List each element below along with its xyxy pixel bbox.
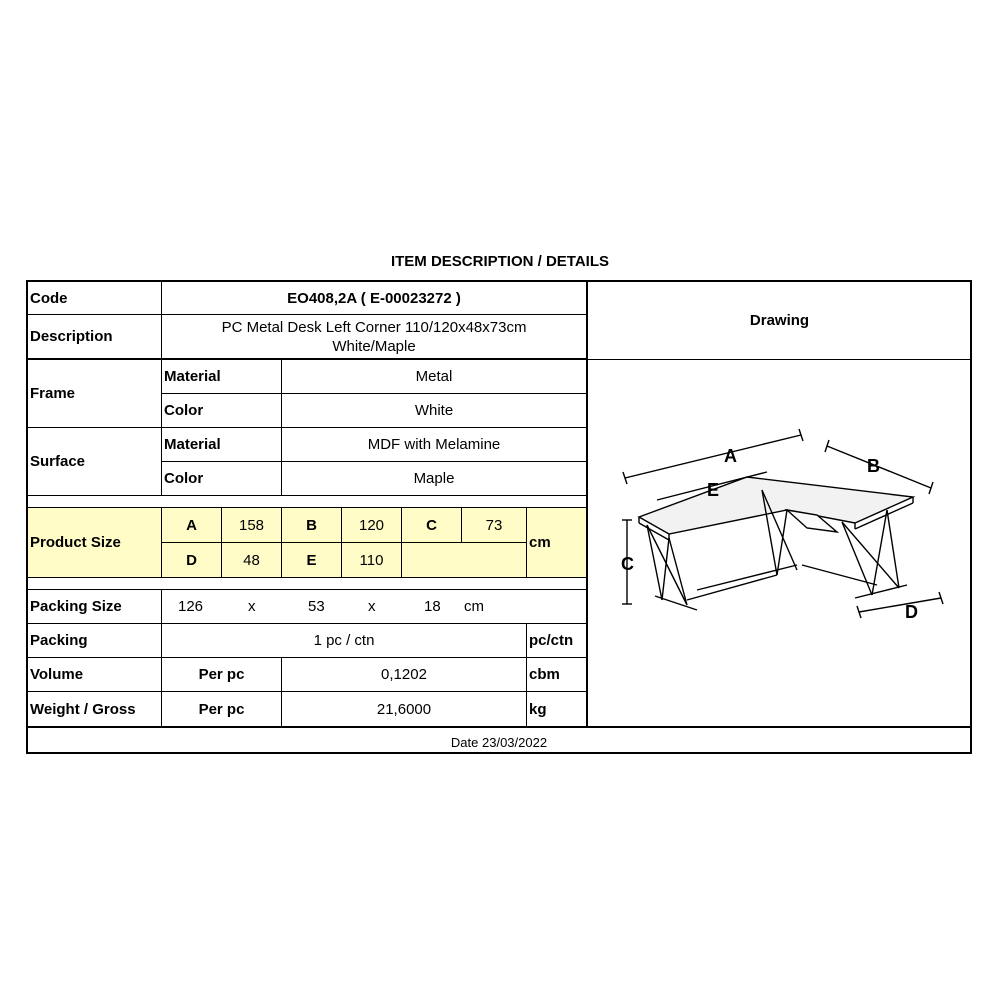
description-line-1: PC Metal Desk Left Corner 110/120x48x73cm bbox=[221, 318, 527, 336]
surface-color-value: Maple bbox=[282, 462, 587, 496]
description-label: Description bbox=[28, 315, 162, 360]
frame-color-value: White bbox=[282, 394, 587, 428]
code-label: Code bbox=[28, 282, 162, 315]
volume-value: 0,1202 bbox=[282, 658, 527, 692]
size-value-a: 158 bbox=[222, 508, 282, 543]
surface-material-value: MDF with Melamine bbox=[282, 428, 587, 462]
packing-unit: cm bbox=[464, 598, 484, 615]
product-size-label: Product Size bbox=[28, 508, 162, 578]
packing-x-2: x bbox=[368, 598, 376, 615]
surface-material-label: Material bbox=[162, 428, 282, 462]
weight-per: Per pc bbox=[162, 692, 282, 728]
packing-height: 18 bbox=[424, 598, 441, 615]
packing-width: 53 bbox=[308, 598, 325, 615]
packing-value: 1 pc / ctn bbox=[162, 624, 527, 658]
size-value-e: 110 bbox=[342, 543, 402, 578]
dim-label-e: E bbox=[707, 480, 720, 500]
dim-label-a: A bbox=[724, 446, 737, 466]
packing-length: 126 bbox=[178, 598, 204, 615]
dim-label-b: B bbox=[867, 456, 880, 476]
volume-label: Volume bbox=[28, 658, 162, 692]
desk-dimension-drawing bbox=[587, 360, 970, 726]
drawing-header bbox=[587, 282, 972, 360]
size-empty-cell bbox=[402, 543, 527, 578]
date-footer: Date 23/03/2022 bbox=[450, 734, 548, 750]
spacer bbox=[28, 496, 587, 508]
item-details-table bbox=[26, 280, 972, 754]
volume-per: Per pc bbox=[162, 658, 282, 692]
description-line-2: White/Maple bbox=[332, 337, 416, 355]
frame-color-label: Color bbox=[162, 394, 282, 428]
surface-label: Surface bbox=[28, 428, 162, 496]
code-value: EO408,2A ( E-00023272 ) bbox=[162, 282, 587, 315]
size-key-d: D bbox=[162, 543, 222, 578]
drawing-label: Drawing bbox=[749, 312, 810, 329]
frame-label: Frame bbox=[28, 360, 162, 428]
dim-label-d: D bbox=[905, 602, 918, 622]
column-divider bbox=[586, 282, 588, 728]
size-key-a: A bbox=[162, 508, 222, 543]
description-value bbox=[162, 315, 587, 360]
packing-x-1: x bbox=[248, 598, 256, 615]
packing-size-values bbox=[162, 590, 587, 624]
drawing-area bbox=[587, 360, 972, 728]
frame-material-value: Metal bbox=[282, 360, 587, 394]
weight-value: 21,6000 bbox=[282, 692, 527, 728]
spacer bbox=[28, 578, 587, 590]
size-key-b: B bbox=[282, 508, 342, 543]
packing-size-label: Packing Size bbox=[28, 590, 162, 624]
frame-material-label: Material bbox=[162, 360, 282, 394]
weight-unit: kg bbox=[527, 692, 587, 728]
packing-label: Packing bbox=[28, 624, 162, 658]
size-value-c: 73 bbox=[462, 508, 527, 543]
volume-unit: cbm bbox=[527, 658, 587, 692]
dim-label-c: C bbox=[621, 554, 634, 574]
size-value-d: 48 bbox=[222, 543, 282, 578]
size-key-c: C bbox=[402, 508, 462, 543]
product-size-unit: cm bbox=[527, 508, 587, 578]
packing-unit-cell: pc/ctn bbox=[527, 624, 587, 658]
page-title: ITEM DESCRIPTION / DETAILS bbox=[390, 253, 610, 270]
weight-label: Weight / Gross bbox=[28, 692, 162, 728]
size-value-b: 120 bbox=[342, 508, 402, 543]
surface-color-label: Color bbox=[162, 462, 282, 496]
size-key-e: E bbox=[282, 543, 342, 578]
